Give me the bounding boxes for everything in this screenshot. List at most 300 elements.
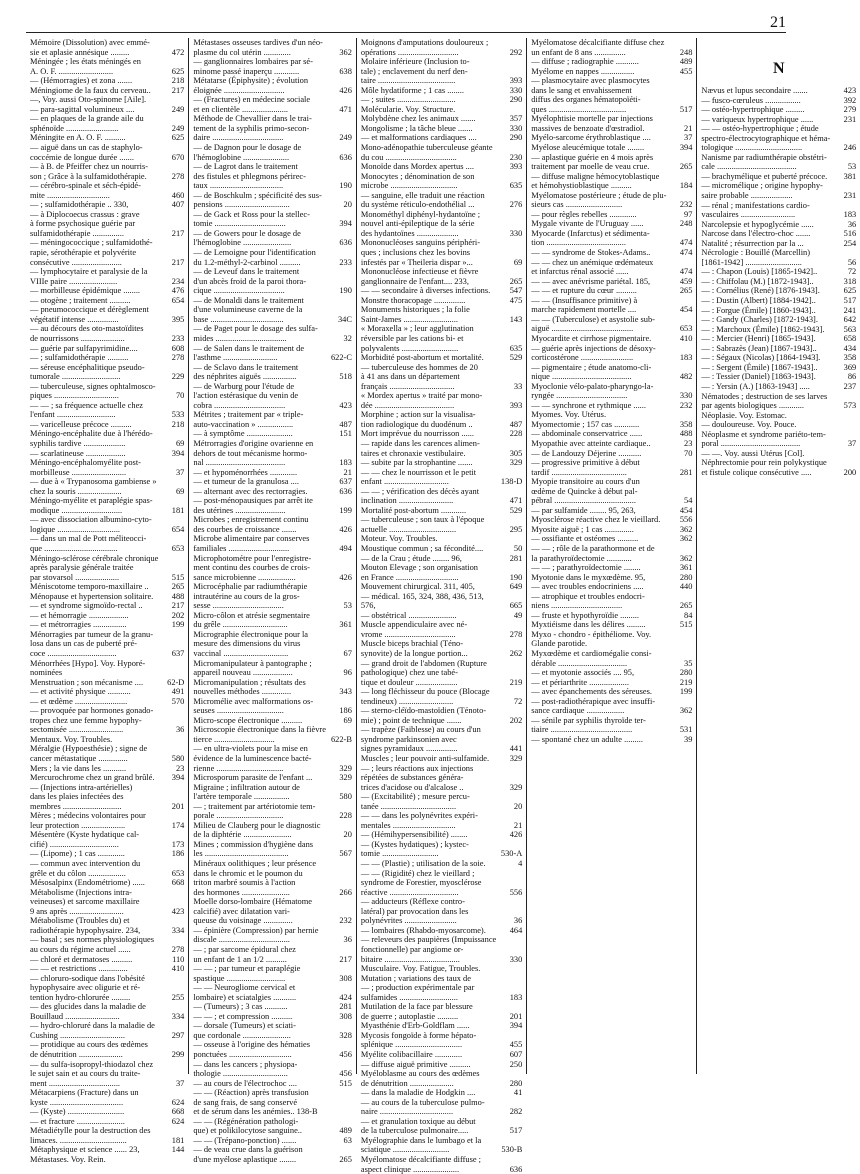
entry-page: 318: [843, 276, 857, 286]
entry-page: [326, 38, 352, 48]
entry-text: Myotonie dans le myxœdème. 95,: [531, 572, 646, 582]
entry-text: — — (Rigidité) chez le vieillard ;: [360, 868, 475, 878]
index-entry: [531, 172, 692, 182]
index-entry: [361, 764, 522, 774]
entry-page: [326, 1021, 352, 1031]
entry-text: cobra ..................................: [193, 400, 286, 410]
index-entry: [701, 124, 856, 134]
entry-text: morbilleuse ..........................: [30, 467, 127, 477]
entry-page: [326, 1107, 352, 1117]
entry-page: [158, 181, 184, 191]
index-entry: [30, 849, 184, 859]
index-entry: [30, 983, 184, 993]
entry-page: [496, 67, 522, 77]
entry-page: 219: [679, 677, 693, 687]
index-entry: [361, 783, 522, 793]
entry-page: [326, 410, 352, 420]
entry-page: [158, 248, 184, 258]
entry-text: Micro-scope électronique ..........: [193, 715, 303, 725]
index-entry: [531, 611, 692, 621]
entry-page: 63: [343, 1135, 352, 1145]
index-entry: [701, 344, 856, 354]
entry-page: 266: [339, 887, 352, 897]
entry-text: Monométhyl diphényl-hydantoïne ;: [360, 209, 481, 219]
entry-text: — à B. de Pfeiffer chez un nourris-: [30, 162, 148, 172]
entry-text: évidence de la luminescence bacté-: [193, 754, 312, 764]
index-entry: [701, 458, 856, 468]
entry-text: — et tumeur de la granulosa ....: [193, 477, 299, 487]
entry-page: [666, 258, 692, 268]
entry-text: inclination ..........................: [360, 496, 454, 506]
index-entry: [531, 697, 692, 707]
index-entry: [361, 305, 522, 315]
entry-text: — basal ; ses normes physiologiques: [30, 935, 154, 945]
index-entry: [361, 468, 522, 478]
entry-text: Ménorragies par tumeur de la granu-: [30, 629, 154, 639]
index-entry: [361, 639, 522, 649]
index-entry: [193, 1060, 352, 1070]
index-entry: [701, 286, 856, 296]
index-entry: [30, 554, 184, 564]
entry-text: diffus des organes hématopoïéti-: [531, 95, 641, 105]
index-entry: [361, 706, 522, 716]
entry-page: 241: [843, 305, 857, 315]
entry-page: 330: [509, 85, 523, 95]
index-entry: [701, 201, 856, 211]
entry-text: — — et restrictions ..............: [30, 964, 128, 974]
entry-page: 653: [679, 324, 693, 334]
index-entry: [701, 105, 856, 115]
entry-page: 530-B: [501, 1145, 523, 1155]
index-entry: [531, 716, 692, 726]
entry-page: 248: [679, 47, 693, 57]
entry-page: 228: [339, 811, 352, 821]
entry-page: 278: [509, 629, 523, 639]
entry-page: 36: [513, 916, 523, 926]
entry-page: 494: [339, 543, 352, 553]
entry-text: sulfamides ............................: [360, 992, 458, 1002]
entry-page: 637: [171, 649, 185, 658]
index-entry: [30, 401, 184, 411]
index-entry: [30, 468, 184, 478]
entry-text: que cordonale .......................: [193, 1030, 291, 1040]
entry-text: — sanguine, elle traduit une réaction: [360, 190, 485, 200]
entry-page: [496, 210, 522, 220]
entry-text: membres ............................: [30, 801, 122, 811]
entry-text: du cou ..................................: [360, 152, 457, 162]
entry-text: — ; suites ............................: [360, 95, 456, 105]
entry-page: [326, 783, 352, 793]
entry-page: 460: [171, 190, 185, 200]
index-entry: [193, 191, 352, 201]
entry-page: [158, 324, 184, 334]
index-entry: [531, 181, 692, 191]
entry-text: Monstre thoracopage ...............: [360, 295, 466, 305]
index-entry: [193, 468, 352, 478]
entry-page: [326, 57, 352, 67]
entry-text: — ostéo-hypertrophique .........: [701, 105, 805, 115]
entry-page: [326, 725, 352, 735]
index-entry: [531, 391, 692, 401]
entry-page: 36: [175, 725, 185, 735]
index-entry: [361, 1098, 522, 1108]
index-entry: [193, 582, 352, 592]
entry-page: [326, 639, 352, 649]
entry-page: 232: [339, 916, 352, 926]
entry-text: — et granulation toxique au début: [360, 1116, 476, 1126]
entry-page: [496, 907, 522, 917]
entry-page: [666, 716, 692, 726]
entry-text: — — (Insuffisance primitive) à: [531, 295, 638, 305]
entry-page: [158, 38, 184, 48]
entry-page: [496, 878, 522, 888]
entry-text: d'une myélose aplastique ........: [193, 1154, 297, 1164]
entry-page: [158, 916, 184, 926]
entry-page: 362: [679, 524, 693, 534]
index-entry: [531, 534, 692, 544]
entry-text: — diffuse maligne hémocytoblastique: [531, 171, 660, 181]
entry-text: — (Kystes hydatiques) ; kystec-: [360, 839, 469, 849]
entry-text: — guérie par sulfapyrimidine....: [30, 343, 138, 353]
entry-page: 295: [509, 524, 523, 534]
entry-page: [326, 678, 352, 688]
index-entry: [701, 220, 856, 230]
entry-text: Mémoire (Dissolution) avec emmé-: [30, 38, 150, 47]
entry-page: 200: [843, 467, 857, 477]
entry-page: 471: [339, 104, 352, 114]
entry-page: [496, 172, 522, 182]
index-entry: [531, 477, 692, 487]
entry-text: — : Sergent (Émile) [1867-1943]..: [701, 362, 818, 372]
entry-page: [326, 305, 352, 315]
entry-page: [326, 114, 352, 124]
entry-text: Myosite aiguë ; 1 cas ..............: [531, 524, 634, 534]
entry-page: 86: [847, 372, 857, 382]
entry-page: [158, 458, 184, 468]
index-entry: [361, 697, 522, 707]
index-entry: [30, 974, 184, 984]
entry-page: 265: [171, 582, 185, 592]
entry-page: 482: [679, 372, 693, 382]
entry-page: 547: [509, 286, 523, 296]
entry-page: 280: [679, 572, 693, 582]
index-entry: [361, 525, 522, 535]
entry-text: des utérines ........................: [193, 505, 286, 515]
entry-page: 290: [509, 95, 523, 105]
index-entry: [701, 449, 856, 459]
entry-page: 265: [679, 601, 693, 611]
index-entry: [361, 458, 522, 468]
index-entry: [193, 926, 352, 936]
entry-page: 262: [509, 649, 523, 658]
entry-text: « Moraxella » ; leur agglutination: [360, 324, 474, 334]
entry-text: les ........................................: [193, 849, 289, 859]
entry-text: — (Injections intra-artérielles): [30, 782, 133, 792]
entry-page: 201: [171, 801, 185, 811]
entry-page: [830, 458, 856, 468]
index-entry: [30, 57, 184, 67]
index-entry: [531, 162, 692, 172]
entry-text: — micromélique ; origine hypophy-: [701, 181, 823, 191]
index-entry: [361, 210, 522, 220]
entry-page: 20: [343, 200, 352, 210]
index-entry: [30, 1012, 184, 1022]
index-entry: [193, 57, 352, 67]
entry-text: réversible par les cations bi- et: [360, 333, 464, 343]
entry-text: — : Gandy (Charles) [1872-1943].: [701, 315, 818, 325]
entry-page: [158, 382, 184, 392]
entry-text: synovite) de la longue portion...: [360, 649, 468, 658]
entry-text: — guérie après injections de désoxy-: [531, 343, 656, 353]
entry-text: nouvel anti-épileptique de la série: [360, 219, 475, 229]
index-entry: [193, 296, 352, 306]
entry-text: — au cours de l'électrochoc ....: [193, 1078, 297, 1088]
entry-text: Musculaire. Voy. Fatigue, Troubles.: [360, 964, 481, 974]
entry-text: Myomectomie ; 157 cas ............: [531, 419, 640, 429]
entry-text: Méningée ; les états méningés en: [30, 57, 141, 67]
entry-page: [496, 935, 522, 945]
index-entry: [193, 792, 352, 802]
entry-text: — en plaques de la grande aile du: [30, 114, 144, 124]
index-entry: [361, 849, 522, 859]
entry-page: [496, 725, 522, 735]
entry-page: 394: [171, 448, 185, 458]
entry-page: [830, 411, 856, 421]
index-entry: [531, 706, 692, 716]
index-entry: [193, 258, 352, 268]
entry-text: Mortalité post-abortum ............: [360, 505, 467, 515]
entry-text: par stovarsol .....................: [30, 572, 120, 582]
index-entry: [193, 1136, 352, 1146]
index-entry: [193, 506, 352, 516]
index-entry: [193, 935, 352, 945]
entry-text: — — avec anévrisme pariétal. 185,: [531, 276, 651, 286]
index-entry: [531, 410, 692, 420]
index-entry: [701, 143, 856, 153]
index-entry: [30, 916, 184, 926]
entry-page: 474: [679, 248, 693, 258]
entry-page: 670: [171, 152, 185, 162]
index-entry: [361, 1021, 522, 1031]
entry-text: Mercurochrome chez un grand brûlé.: [30, 773, 155, 783]
entry-page: [158, 1040, 184, 1050]
entry-text: nouvelles méthodes ..............: [193, 687, 292, 697]
entry-page: [666, 487, 692, 497]
entry-text: sance cardiaque ..................: [531, 706, 625, 716]
entry-page: 330: [509, 228, 523, 238]
index-entry: [701, 325, 856, 335]
index-entry: [361, 515, 522, 525]
entry-page: [326, 592, 352, 602]
entry-text: tardif ....................................: [531, 467, 627, 477]
entry-text: taire .....................................: [360, 76, 456, 86]
entry-page: [496, 811, 522, 821]
entry-page: [326, 1088, 352, 1098]
entry-text: dans les plaies infectées des: [30, 792, 124, 802]
entry-text: pensions ...............................: [193, 200, 290, 210]
entry-text: tomie ...........................: [360, 849, 439, 859]
index-entry: [30, 1021, 184, 1031]
index-entry: [531, 76, 692, 86]
entry-text: Micro-côlon et atrésie segmentaire: [193, 610, 310, 620]
index-entry: [30, 143, 184, 153]
entry-text: — alternant avec des rectorragies.: [193, 486, 308, 496]
entry-text: Myoclonie vélo-palato-pharyngo-la-: [531, 381, 654, 391]
index-entry: [531, 210, 692, 220]
entry-page: [496, 410, 522, 420]
entry-page: 625: [843, 286, 857, 296]
index-entry: [361, 1050, 522, 1060]
index-entry: [701, 115, 856, 125]
index-entry: [30, 783, 184, 793]
entry-page: [326, 229, 352, 239]
entry-page: [496, 764, 522, 774]
entry-text: sciatique ...........................: [360, 1145, 450, 1155]
entry-text: — de Boschkulm ; spécificité des sus-: [193, 190, 322, 200]
entry-text: aspect clinique ......................: [360, 1164, 460, 1174]
index-entry: [193, 878, 352, 888]
entry-page: [326, 1145, 352, 1155]
index-entry: [701, 96, 856, 106]
entry-page: 394: [171, 773, 185, 783]
entry-page: 62-D: [167, 677, 185, 687]
index-entry: [361, 630, 522, 640]
index-entry: [361, 1088, 522, 1098]
entry-text: — méningococcique ; sulfamidothé-: [30, 238, 153, 248]
index-entry: [30, 725, 184, 735]
entry-page: 580: [339, 792, 352, 802]
entry-text: vrome ..................................: [360, 629, 456, 639]
entry-text: Mutilation de la face par blessure: [360, 1002, 473, 1012]
index-entry: [361, 554, 522, 564]
entry-text: Milieu de Clauberg pour le diagnostic: [193, 820, 321, 830]
entry-text: — — ; parathyroïdectomie ........: [531, 563, 641, 573]
entry-text: fonctionnelle) par angiome or-: [360, 944, 464, 954]
index-entry: [30, 439, 184, 449]
entry-page: 362: [679, 534, 693, 544]
entry-page: [326, 907, 352, 917]
entry-page: 456: [339, 1069, 352, 1079]
index-entry: [193, 105, 352, 115]
entry-page: [830, 201, 856, 211]
index-entry: [30, 907, 184, 917]
entry-page: 426: [509, 830, 523, 840]
index-entry: [361, 1040, 522, 1050]
entry-page: [326, 1117, 352, 1127]
entry-text: — subite par la strophantine .......: [360, 458, 473, 468]
entry-page: [158, 1060, 184, 1070]
index-entry: [701, 86, 856, 96]
entry-page: 250: [509, 1059, 523, 1069]
entry-text: — obstétrical .......................: [360, 610, 457, 620]
entry-page: [158, 659, 184, 669]
entry-text: Moignons d'amputations douloureux ;: [360, 38, 489, 47]
entry-text: Myasthénie d'Erb-Goldflam ......: [360, 1021, 470, 1031]
entry-text: — post-radiothérapique avec insuffi-: [531, 696, 656, 706]
entry-page: [830, 124, 856, 134]
entry-page: [496, 840, 522, 850]
index-entry: [361, 334, 522, 344]
index-entry: [30, 945, 184, 955]
index-entry: [361, 315, 522, 325]
entry-text: Myxtiéisme dans les délires .........: [531, 620, 646, 630]
entry-page: [496, 363, 522, 373]
entry-text: Molybdène chez les animaux .......: [360, 114, 476, 124]
index-entry: [193, 1098, 352, 1108]
index-entry: [531, 563, 692, 573]
entry-page: [158, 305, 184, 315]
entry-page: [326, 515, 352, 525]
entry-page: 246: [843, 143, 857, 153]
entry-page: [496, 534, 522, 544]
entry-text: tique et douleur ....................: [360, 677, 458, 687]
entry-text: l'hémoglobine ......................: [193, 152, 290, 162]
index-entry: [30, 897, 184, 907]
entry-page: 491: [171, 687, 185, 697]
index-entry: [193, 630, 352, 640]
index-entry: [30, 124, 184, 134]
entry-text: tale) ; enclavement du nerf den-: [360, 66, 468, 76]
entry-text: — commun avec intervention du: [30, 859, 141, 869]
entry-page: [666, 344, 692, 354]
index-entry: [30, 353, 184, 363]
index-entry: [701, 258, 856, 268]
entry-page: [326, 611, 352, 621]
index-entry: [361, 544, 522, 554]
entry-page: 649: [509, 582, 523, 592]
entry-page: [326, 439, 352, 449]
index-entry: [193, 639, 352, 649]
index-entry: [30, 1145, 184, 1155]
entry-page: 33: [513, 381, 523, 391]
entry-text: — épinière (Compression) par hernie: [193, 925, 319, 935]
entry-page: [830, 248, 856, 258]
entry-text: — médical. 165, 324, 388, 436, 513,: [360, 591, 484, 601]
entry-page: 183: [509, 992, 523, 1002]
entry-text: — de Landouzy Déjerine ...........: [531, 448, 642, 458]
index-entry: [193, 429, 352, 439]
index-entry: [30, 1117, 184, 1127]
entry-text: 576,: [360, 601, 376, 611]
entry-page: [326, 754, 352, 764]
entry-text: — — et rupture du cœur ..........: [531, 286, 637, 296]
entry-page: [496, 38, 522, 48]
entry-text: polyvalents ...........................: [360, 343, 459, 353]
entry-text: — progressive primitive à début: [531, 458, 640, 468]
index-entry: [361, 267, 522, 277]
entry-page: [496, 945, 522, 955]
index-entry: [701, 411, 856, 421]
index-entry: [361, 506, 522, 516]
index-entry: [361, 620, 522, 630]
entry-text: Muscle appendiculaire avec né-: [360, 620, 468, 630]
entry-page: [158, 859, 184, 869]
index-entry: [193, 324, 352, 334]
index-entry: [531, 124, 692, 134]
entry-page: 21: [513, 820, 523, 830]
entry-text: — avec dissociation albumino-cyto-: [30, 515, 152, 525]
index-entry: [193, 687, 352, 697]
index-entry: [30, 1155, 184, 1165]
index-entry: [701, 468, 856, 478]
index-entry: [361, 181, 522, 191]
index-entry: [193, 67, 352, 77]
entry-text: — diffuse aiguë primitive ..........: [360, 1059, 471, 1069]
entry-text: — dorsale (Tumeurs) et sciati-: [193, 1021, 296, 1031]
entry-text: — releveurs des paupières (Impuissance: [360, 935, 497, 945]
index-entry: [361, 916, 522, 926]
entry-page: 67: [343, 649, 352, 658]
